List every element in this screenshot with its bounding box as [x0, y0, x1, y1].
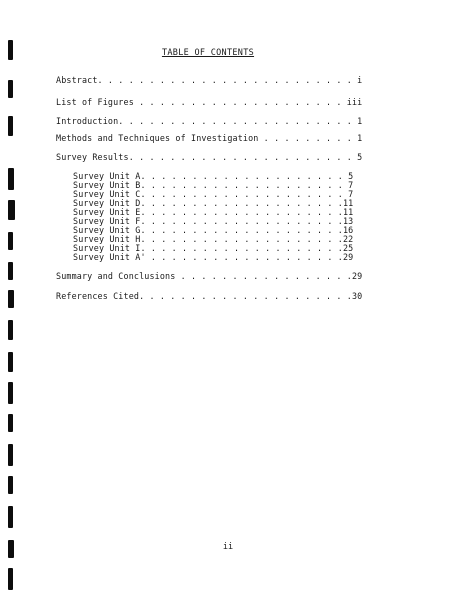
binding-mark — [8, 382, 13, 404]
toc-sub-entry: Survey Unit F. . . . . . . . . . . . . . . . . . . .13 — [73, 216, 354, 226]
toc-entry-abstract: Abstract. . . . . . . . . . . . . . . . . . . . . . . . . i — [56, 75, 363, 85]
binding-mark — [8, 320, 13, 340]
toc-sub-entry: Survey Unit B. . . . . . . . . . . . . . . . . . . . 7 — [73, 180, 354, 190]
toc-sub-entry: Survey Unit A' . . . . . . . . . . . . . . . . . . .29 — [73, 252, 354, 262]
binding-mark — [8, 506, 13, 528]
toc-entry-introduction: Introduction. . . . . . . . . . . . . . . . . . . . . . . 1 — [56, 116, 363, 126]
toc-entry-methods: Methods and Techniques of Investigation . . . . . . . . . 1 — [56, 133, 363, 143]
binding-mark — [8, 290, 14, 308]
toc-entry-list-of-figures: List of Figures . . . . . . . . . . . . . . . . . . . . iii — [56, 97, 363, 107]
binding-hole-marks — [0, 0, 20, 600]
binding-mark — [8, 352, 13, 372]
toc-title: TABLE OF CONTENTS — [161, 48, 255, 58]
binding-mark — [8, 200, 15, 220]
page-number: ii — [222, 542, 234, 552]
toc-sub-entry: Survey Unit C. . . . . . . . . . . . . . . . . . . . 7 — [73, 189, 354, 199]
toc-sub-entry: Survey Unit D. . . . . . . . . . . . . . . . . . . .11 — [73, 198, 354, 208]
binding-mark — [8, 116, 13, 136]
binding-mark — [8, 80, 13, 98]
binding-mark — [8, 232, 13, 250]
toc-sub-entry: Survey Unit G. . . . . . . . . . . . . . . . . . . .16 — [73, 225, 354, 235]
toc-sub-entry: Survey Unit E. . . . . . . . . . . . . . . . . . . .11 — [73, 207, 354, 217]
binding-mark — [8, 444, 13, 466]
toc-entry-references: References Cited. . . . . . . . . . . . . . . . . . . . .30 — [56, 291, 363, 301]
binding-mark — [8, 168, 14, 190]
toc-entry-summary: Summary and Conclusions . . . . . . . . . . . . . . . . .29 — [56, 271, 363, 281]
binding-mark — [8, 262, 13, 280]
binding-mark — [8, 414, 13, 432]
toc-sub-entry: Survey Unit H. . . . . . . . . . . . . . . . . . . .22 — [73, 234, 354, 244]
toc-sub-entry: Survey Unit I. . . . . . . . . . . . . . . . . . . .25 — [73, 243, 354, 253]
binding-mark — [8, 568, 13, 590]
toc-entry-survey-results: Survey Results. . . . . . . . . . . . . . . . . . . . . . 5 — [56, 152, 363, 162]
binding-mark — [8, 476, 13, 494]
toc-sub-entry: Survey Unit A. . . . . . . . . . . . . . . . . . . . 5 — [73, 171, 354, 181]
